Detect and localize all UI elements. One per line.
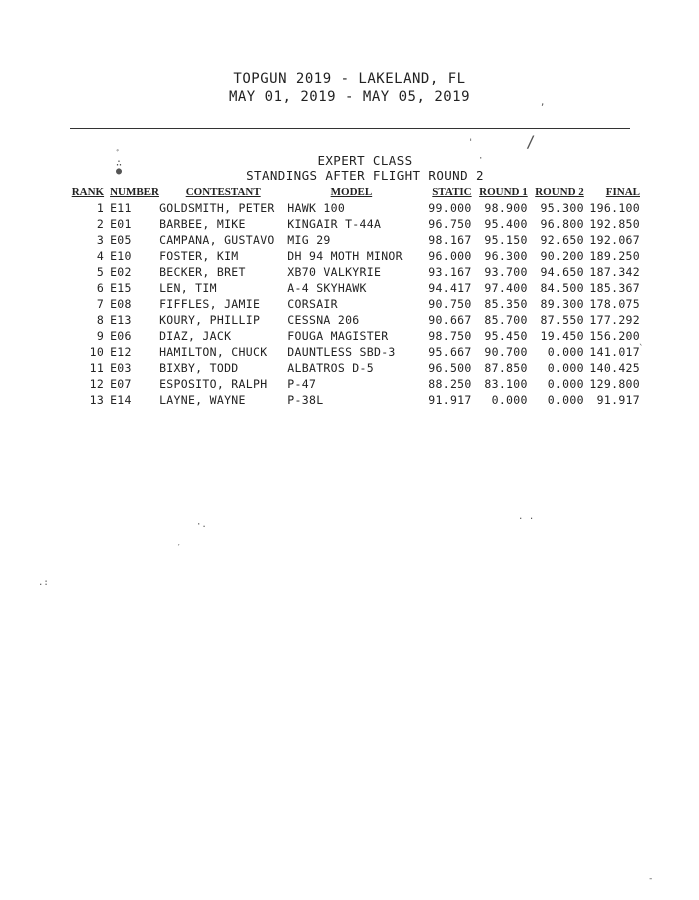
round-1-cell: 97.400 xyxy=(484,281,528,295)
final-cell: 178.075 xyxy=(589,297,640,311)
column-header-model: MODEL xyxy=(330,186,373,198)
round-1-cell: 96.300 xyxy=(484,249,528,263)
number-cell: E11 xyxy=(110,201,132,215)
final-cell: 177.292 xyxy=(589,313,640,327)
round-2-cell: 0.000 xyxy=(547,345,584,359)
model-cell: P-38L xyxy=(287,393,324,407)
rank-cell: 7 xyxy=(96,297,105,311)
static-cell: 93.167 xyxy=(428,265,472,279)
round-1-cell: 95.400 xyxy=(484,217,528,231)
model-cell: HAWK 100 xyxy=(287,201,346,215)
page-header xyxy=(0,70,699,106)
number-cell: E14 xyxy=(110,393,132,407)
scan-speck: . . xyxy=(518,512,535,522)
rank-cell: 8 xyxy=(96,313,105,327)
number-cell: E05 xyxy=(110,233,132,247)
scan-speck: / xyxy=(526,132,536,151)
model-cell: A-4 SKYHAWK xyxy=(287,281,367,295)
static-cell: 90.750 xyxy=(428,297,472,311)
contestant-cell: LEN, TIM xyxy=(159,281,217,295)
standings-body xyxy=(68,200,640,408)
rank-cell: 6 xyxy=(96,281,105,295)
table-row xyxy=(68,280,640,296)
contestant-cell: FIFFLES, JAMIE xyxy=(159,297,261,311)
contestant-cell: BARBEE, MIKE xyxy=(159,217,246,231)
table-row xyxy=(68,216,640,232)
rank-cell: 12 xyxy=(89,377,105,391)
round-1-cell: 85.350 xyxy=(484,297,528,311)
contestant-cell: BIXBY, TODD xyxy=(159,361,239,375)
final-cell: 192.067 xyxy=(589,233,640,247)
standings-subtitle: STANDINGS AFTER FLIGHT ROUND 2 xyxy=(246,168,484,183)
round-1-cell: 90.700 xyxy=(484,345,528,359)
round-2-cell: 0.000 xyxy=(547,393,584,407)
rank-cell: 3 xyxy=(96,233,105,247)
column-header-round-1: ROUND 1 xyxy=(479,186,528,198)
scan-speck: ˎ xyxy=(638,336,644,346)
final-cell: 156.200 xyxy=(589,329,640,343)
contestant-cell: LAYNE, WAYNE xyxy=(159,393,246,407)
column-header-contestant: CONTESTANT xyxy=(185,186,261,198)
class-title: EXPERT CLASS xyxy=(317,153,413,168)
number-cell: E08 xyxy=(110,297,132,311)
round-2-cell: 95.300 xyxy=(540,201,584,215)
scan-speck: ﾞ ∴ ● xyxy=(116,150,123,177)
round-2-cell: 90.200 xyxy=(540,249,584,263)
model-cell: FOUGA MAGISTER xyxy=(287,329,389,343)
final-cell: 129.800 xyxy=(589,377,640,391)
column-header-rank: RANK xyxy=(71,186,105,198)
rank-cell: 1 xyxy=(96,201,105,215)
final-cell: 187.342 xyxy=(589,265,640,279)
contestant-cell: FOSTER, KIM xyxy=(159,249,239,263)
static-cell: 91.917 xyxy=(428,393,472,407)
round-2-cell: 89.300 xyxy=(540,297,584,311)
scan-speck: ˊ xyxy=(176,544,182,554)
final-cell: 91.917 xyxy=(596,393,640,407)
final-cell: 140.425 xyxy=(589,361,640,375)
static-cell: 96.750 xyxy=(428,217,472,231)
table-row xyxy=(68,200,640,216)
number-cell: E12 xyxy=(110,345,132,359)
table-row xyxy=(68,328,640,344)
static-cell: 99.000 xyxy=(428,201,472,215)
contestant-cell: DIAZ, JACK xyxy=(159,329,232,343)
round-2-cell: 87.550 xyxy=(540,313,584,327)
rank-cell: 10 xyxy=(89,345,105,359)
table-row xyxy=(68,248,640,264)
model-cell: MIG 29 xyxy=(287,233,331,247)
round-2-cell: 84.500 xyxy=(540,281,584,295)
rank-cell: 11 xyxy=(89,361,105,375)
column-header-static: STATIC xyxy=(432,186,472,198)
table-row xyxy=(68,232,640,248)
header-divider xyxy=(70,128,630,129)
rank-cell: 9 xyxy=(96,329,105,343)
contestant-cell: KOURY, PHILLIP xyxy=(159,313,261,327)
header-row xyxy=(68,184,640,200)
static-cell: 88.250 xyxy=(428,377,472,391)
table-row xyxy=(68,296,640,312)
round-1-cell: 95.450 xyxy=(484,329,528,343)
number-cell: E01 xyxy=(110,217,132,231)
scan-speck: ·. xyxy=(196,520,207,530)
contestant-cell: ESPOSITO, RALPH xyxy=(159,377,268,391)
round-1-cell: 98.900 xyxy=(484,201,528,215)
contestant-cell: HAMILTON, CHUCK xyxy=(159,345,268,359)
scan-speck: ' xyxy=(468,138,474,148)
number-cell: E03 xyxy=(110,361,132,375)
model-cell: DH 94 MOTH MINOR xyxy=(287,249,403,263)
model-cell: ALBATROS D-5 xyxy=(287,361,374,375)
contestant-cell: CAMPANA, GUSTAVO xyxy=(159,233,275,247)
model-cell: KINGAIR T-44A xyxy=(287,217,382,231)
round-2-cell: 92.650 xyxy=(540,233,584,247)
final-cell: 192.850 xyxy=(589,217,640,231)
number-cell: E10 xyxy=(110,249,132,263)
rank-cell: 13 xyxy=(89,393,105,407)
column-header-round-2: ROUND 2 xyxy=(535,186,584,198)
final-cell: 189.250 xyxy=(589,249,640,263)
model-cell: P-47 xyxy=(287,377,317,391)
rank-cell: 4 xyxy=(96,249,105,263)
scan-speck: - xyxy=(648,874,654,884)
static-cell: 98.167 xyxy=(428,233,472,247)
number-cell: E02 xyxy=(110,265,132,279)
round-1-cell: 87.850 xyxy=(484,361,528,375)
event-dates: MAY 01, 2019 - MAY 05, 2019 xyxy=(228,89,471,105)
scan-speck: · xyxy=(478,154,484,164)
rank-cell: 5 xyxy=(96,265,105,279)
round-1-cell: 95.150 xyxy=(484,233,528,247)
table-row xyxy=(68,312,640,328)
round-2-cell: 96.800 xyxy=(540,217,584,231)
round-1-cell: 0.000 xyxy=(491,393,528,407)
event-title: TOPGUN 2019 - LAKELAND, FL xyxy=(233,71,466,87)
model-cell: DAUNTLESS SBD-3 xyxy=(287,345,396,359)
static-cell: 96.500 xyxy=(428,361,472,375)
round-2-cell: 0.000 xyxy=(547,361,584,375)
column-header-final: FINAL xyxy=(605,186,640,198)
round-1-cell: 93.700 xyxy=(484,265,528,279)
round-2-cell: 19.450 xyxy=(540,329,584,343)
number-cell: E15 xyxy=(110,281,132,295)
round-1-cell: 83.100 xyxy=(484,377,528,391)
contestant-cell: BECKER, BRET xyxy=(159,265,246,279)
final-cell: 185.367 xyxy=(589,281,640,295)
final-cell: 196.100 xyxy=(589,201,640,215)
final-cell: 141.017 xyxy=(589,345,640,359)
static-cell: 98.750 xyxy=(428,329,472,343)
number-cell: E06 xyxy=(110,329,132,343)
contestant-cell: GOLDSMITH, PETER xyxy=(159,201,275,215)
static-cell: 90.667 xyxy=(428,313,472,327)
table-row xyxy=(68,376,640,392)
round-2-cell: 0.000 xyxy=(547,377,584,391)
round-2-cell: 94.650 xyxy=(540,265,584,279)
table-row xyxy=(68,264,640,280)
number-cell: E07 xyxy=(110,377,132,391)
table-row xyxy=(68,392,640,408)
model-cell: CESSNA 206 xyxy=(287,313,360,327)
static-cell: 96.000 xyxy=(428,249,472,263)
static-cell: 94.417 xyxy=(428,281,472,295)
column-header-number: NUMBER xyxy=(110,186,159,198)
table-row xyxy=(68,344,640,360)
static-cell: 95.667 xyxy=(428,345,472,359)
standings-table xyxy=(68,184,640,408)
model-cell: XB70 VALKYRIE xyxy=(287,265,382,279)
table-row xyxy=(68,360,640,376)
scan-speck: , xyxy=(540,98,546,108)
model-cell: CORSAIR xyxy=(287,297,338,311)
round-1-cell: 85.700 xyxy=(484,313,528,327)
number-cell: E13 xyxy=(110,313,132,327)
scan-speck: .: xyxy=(38,578,49,588)
rank-cell: 2 xyxy=(96,217,105,231)
